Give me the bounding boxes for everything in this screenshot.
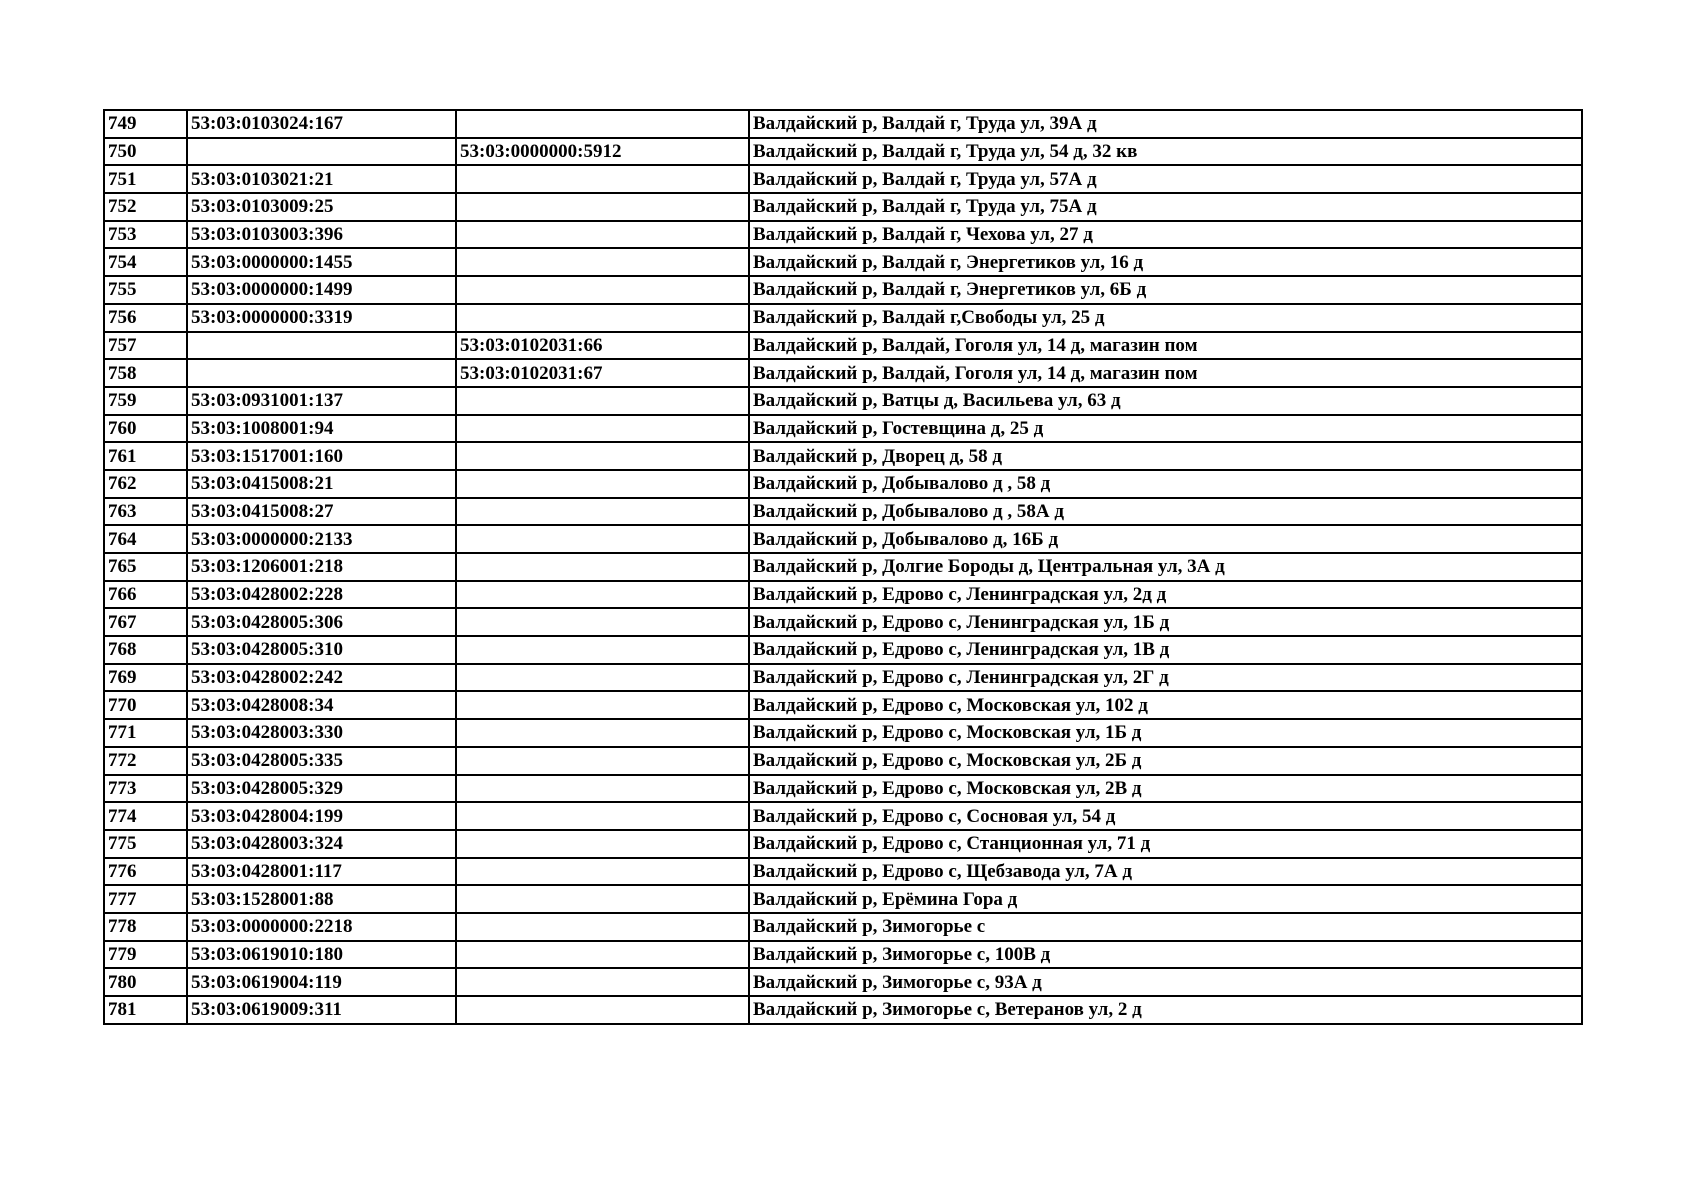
- object-cadastral-number-cell: [456, 581, 749, 609]
- address-cell: Валдайский р, Добывалово д , 58А д: [749, 498, 1582, 526]
- address-cell: Валдайский р, Валдай, Гоголя ул, 14 д, магазин пом: [749, 332, 1582, 360]
- table-row: [104, 802, 1582, 830]
- table-row: [104, 415, 1582, 443]
- row-number-cell: 766: [104, 581, 187, 609]
- table-row: [104, 691, 1582, 719]
- table-row: [104, 636, 1582, 664]
- address-cell: Валдайский р, Валдай г, Энергетиков ул, 16 д: [749, 248, 1582, 276]
- table-row: [104, 498, 1582, 526]
- row-number-cell: 760: [104, 415, 187, 443]
- address-cell: Валдайский р, Валдай г, Труда ул, 57А д: [749, 165, 1582, 193]
- row-number-cell: 769: [104, 664, 187, 692]
- land-cadastral-number-cell: 53:03:1517001:160: [187, 442, 456, 470]
- table-row: [104, 913, 1582, 941]
- land-cadastral-number-cell: 53:03:0000000:1455: [187, 248, 456, 276]
- table-row: [104, 775, 1582, 803]
- land-cadastral-number-cell: 53:03:0428005:335: [187, 747, 456, 775]
- row-number-cell: 753: [104, 221, 187, 249]
- address-cell: Валдайский р, Гостевщина д, 25 д: [749, 415, 1582, 443]
- row-number-cell: 764: [104, 525, 187, 553]
- table-row: [104, 996, 1582, 1024]
- table-row: [104, 221, 1582, 249]
- object-cadastral-number-cell: [456, 636, 749, 664]
- row-number-cell: 776: [104, 858, 187, 886]
- address-cell: Валдайский р, Валдай г, Чехова ул, 27 д: [749, 221, 1582, 249]
- registry-table-body: [104, 110, 1582, 1024]
- object-cadastral-number-cell: [456, 442, 749, 470]
- object-cadastral-number-cell: [456, 608, 749, 636]
- object-cadastral-number-cell: 53:03:0102031:66: [456, 332, 749, 360]
- table-row: [104, 830, 1582, 858]
- object-cadastral-number-cell: [456, 110, 749, 138]
- address-cell: Валдайский р, Едрово с, Ленинградская ул, 1В д: [749, 636, 1582, 664]
- object-cadastral-number-cell: [456, 470, 749, 498]
- land-cadastral-number-cell: 53:03:0103003:396: [187, 221, 456, 249]
- land-cadastral-number-cell: 53:03:0428008:34: [187, 691, 456, 719]
- row-number-cell: 756: [104, 304, 187, 332]
- row-number-cell: 751: [104, 165, 187, 193]
- table-row: [104, 276, 1582, 304]
- address-cell: Валдайский р, Едрово с, Сосновая ул, 54 д: [749, 802, 1582, 830]
- land-cadastral-number-cell: 53:03:0428001:117: [187, 858, 456, 886]
- object-cadastral-number-cell: [456, 248, 749, 276]
- address-cell: Валдайский р, Дворец д, 58 д: [749, 442, 1582, 470]
- address-cell: Валдайский р, Зимогорье с: [749, 913, 1582, 941]
- table-row: [104, 858, 1582, 886]
- row-number-cell: 774: [104, 802, 187, 830]
- land-cadastral-number-cell: 53:03:0103021:21: [187, 165, 456, 193]
- object-cadastral-number-cell: [456, 387, 749, 415]
- object-cadastral-number-cell: [456, 913, 749, 941]
- row-number-cell: 755: [104, 276, 187, 304]
- object-cadastral-number-cell: [456, 941, 749, 969]
- row-number-cell: 749: [104, 110, 187, 138]
- table-row: [104, 248, 1582, 276]
- land-cadastral-number-cell: 53:03:0000000:1499: [187, 276, 456, 304]
- table-row: [104, 664, 1582, 692]
- table-row: [104, 193, 1582, 221]
- address-cell: Валдайский р, Ватцы д, Васильева ул, 63 д: [749, 387, 1582, 415]
- row-number-cell: 770: [104, 691, 187, 719]
- object-cadastral-number-cell: [456, 775, 749, 803]
- row-number-cell: 773: [104, 775, 187, 803]
- table-row: [104, 968, 1582, 996]
- land-cadastral-number-cell: 53:03:0619004:119: [187, 968, 456, 996]
- address-cell: Валдайский р, Едрово с, Ленинградская ул, 2Г д: [749, 664, 1582, 692]
- address-cell: Валдайский р, Едрово с, Щебзавода ул, 7А д: [749, 858, 1582, 886]
- address-cell: Валдайский р, Ерёмина Гора д: [749, 885, 1582, 913]
- table-row: [104, 608, 1582, 636]
- object-cadastral-number-cell: 53:03:0102031:67: [456, 359, 749, 387]
- land-cadastral-number-cell: 53:03:1008001:94: [187, 415, 456, 443]
- object-cadastral-number-cell: [456, 498, 749, 526]
- land-cadastral-number-cell: 53:03:0428003:330: [187, 719, 456, 747]
- object-cadastral-number-cell: [456, 747, 749, 775]
- address-cell: Валдайский р, Едрово с, Московская ул, 2Б д: [749, 747, 1582, 775]
- object-cadastral-number-cell: [456, 802, 749, 830]
- table-row: [104, 553, 1582, 581]
- address-cell: Валдайский р, Валдай, Гоголя ул, 14 д, магазин пом: [749, 359, 1582, 387]
- object-cadastral-number-cell: [456, 276, 749, 304]
- land-cadastral-number-cell: 53:03:0415008:27: [187, 498, 456, 526]
- object-cadastral-number-cell: [456, 221, 749, 249]
- table-row: [104, 442, 1582, 470]
- row-number-cell: 767: [104, 608, 187, 636]
- object-cadastral-number-cell: [456, 525, 749, 553]
- address-cell: Валдайский р, Едрово с, Московская ул, 1Б д: [749, 719, 1582, 747]
- address-cell: Валдайский р, Зимогорье с, 100В д: [749, 941, 1582, 969]
- table-row: [104, 165, 1582, 193]
- row-number-cell: 758: [104, 359, 187, 387]
- object-cadastral-number-cell: [456, 165, 749, 193]
- table-row: [104, 387, 1582, 415]
- object-cadastral-number-cell: [456, 193, 749, 221]
- address-cell: Валдайский р, Едрово с, Московская ул, 2В д: [749, 775, 1582, 803]
- object-cadastral-number-cell: [456, 996, 749, 1024]
- object-cadastral-number-cell: [456, 691, 749, 719]
- object-cadastral-number-cell: [456, 304, 749, 332]
- row-number-cell: 779: [104, 941, 187, 969]
- address-cell: Валдайский р, Добывалово д , 58 д: [749, 470, 1582, 498]
- registry-table: [103, 109, 1583, 1025]
- row-number-cell: 761: [104, 442, 187, 470]
- row-number-cell: 765: [104, 553, 187, 581]
- object-cadastral-number-cell: [456, 830, 749, 858]
- address-cell: Валдайский р, Валдай г, Энергетиков ул, 6Б д: [749, 276, 1582, 304]
- land-cadastral-number-cell: 53:03:0103009:25: [187, 193, 456, 221]
- object-cadastral-number-cell: [456, 415, 749, 443]
- row-number-cell: 781: [104, 996, 187, 1024]
- row-number-cell: 759: [104, 387, 187, 415]
- land-cadastral-number-cell: [187, 359, 456, 387]
- address-cell: Валдайский р, Валдай г,Свободы ул, 25 д: [749, 304, 1582, 332]
- land-cadastral-number-cell: 53:03:0428003:324: [187, 830, 456, 858]
- row-number-cell: 752: [104, 193, 187, 221]
- row-number-cell: 762: [104, 470, 187, 498]
- land-cadastral-number-cell: 53:03:0000000:2218: [187, 913, 456, 941]
- table-row: [104, 470, 1582, 498]
- table-row: [104, 885, 1582, 913]
- land-cadastral-number-cell: 53:03:0428004:199: [187, 802, 456, 830]
- object-cadastral-number-cell: 53:03:0000000:5912: [456, 138, 749, 166]
- address-cell: Валдайский р, Валдай г, Труда ул, 39А д: [749, 110, 1582, 138]
- table-row: [104, 525, 1582, 553]
- object-cadastral-number-cell: [456, 719, 749, 747]
- land-cadastral-number-cell: [187, 332, 456, 360]
- row-number-cell: 757: [104, 332, 187, 360]
- land-cadastral-number-cell: 53:03:1528001:88: [187, 885, 456, 913]
- row-number-cell: 750: [104, 138, 187, 166]
- object-cadastral-number-cell: [456, 664, 749, 692]
- table-row: [104, 719, 1582, 747]
- object-cadastral-number-cell: [456, 858, 749, 886]
- land-cadastral-number-cell: 53:03:1206001:218: [187, 553, 456, 581]
- address-cell: Валдайский р, Едрово с, Ленинградская ул, 2д д: [749, 581, 1582, 609]
- object-cadastral-number-cell: [456, 885, 749, 913]
- table-row: [104, 138, 1582, 166]
- table-row: [104, 110, 1582, 138]
- row-number-cell: 768: [104, 636, 187, 664]
- row-number-cell: 778: [104, 913, 187, 941]
- address-cell: Валдайский р, Зимогорье с, Ветеранов ул, 2 д: [749, 996, 1582, 1024]
- address-cell: Валдайский р, Зимогорье с, 93А д: [749, 968, 1582, 996]
- table-row: [104, 332, 1582, 360]
- address-cell: Валдайский р, Валдай г, Труда ул, 75А д: [749, 193, 1582, 221]
- table-row: [104, 359, 1582, 387]
- object-cadastral-number-cell: [456, 553, 749, 581]
- land-cadastral-number-cell: 53:03:0000000:2133: [187, 525, 456, 553]
- land-cadastral-number-cell: 53:03:0931001:137: [187, 387, 456, 415]
- land-cadastral-number-cell: 53:03:0428002:242: [187, 664, 456, 692]
- address-cell: Валдайский р, Долгие Бороды д, Центральная ул, 3А д: [749, 553, 1582, 581]
- row-number-cell: 772: [104, 747, 187, 775]
- address-cell: Валдайский р, Едрово с, Московская ул, 102 д: [749, 691, 1582, 719]
- land-cadastral-number-cell: 53:03:0428002:228: [187, 581, 456, 609]
- address-cell: Валдайский р, Добывалово д, 16Б д: [749, 525, 1582, 553]
- land-cadastral-number-cell: [187, 138, 456, 166]
- row-number-cell: 780: [104, 968, 187, 996]
- row-number-cell: 775: [104, 830, 187, 858]
- object-cadastral-number-cell: [456, 968, 749, 996]
- row-number-cell: 777: [104, 885, 187, 913]
- land-cadastral-number-cell: 53:03:0428005:329: [187, 775, 456, 803]
- land-cadastral-number-cell: 53:03:0428005:306: [187, 608, 456, 636]
- row-number-cell: 754: [104, 248, 187, 276]
- row-number-cell: 763: [104, 498, 187, 526]
- table-row: [104, 581, 1582, 609]
- land-cadastral-number-cell: 53:03:0619010:180: [187, 941, 456, 969]
- table-row: [104, 941, 1582, 969]
- land-cadastral-number-cell: 53:03:0103024:167: [187, 110, 456, 138]
- address-cell: Валдайский р, Едрово с, Ленинградская ул, 1Б д: [749, 608, 1582, 636]
- land-cadastral-number-cell: 53:03:0415008:21: [187, 470, 456, 498]
- table-row: [104, 304, 1582, 332]
- land-cadastral-number-cell: 53:03:0619009:311: [187, 996, 456, 1024]
- address-cell: Валдайский р, Валдай г, Труда ул, 54 д, 32 кв: [749, 138, 1582, 166]
- land-cadastral-number-cell: 53:03:0428005:310: [187, 636, 456, 664]
- address-cell: Валдайский р, Едрово с, Станционная ул, 71 д: [749, 830, 1582, 858]
- table-row: [104, 747, 1582, 775]
- row-number-cell: 771: [104, 719, 187, 747]
- land-cadastral-number-cell: 53:03:0000000:3319: [187, 304, 456, 332]
